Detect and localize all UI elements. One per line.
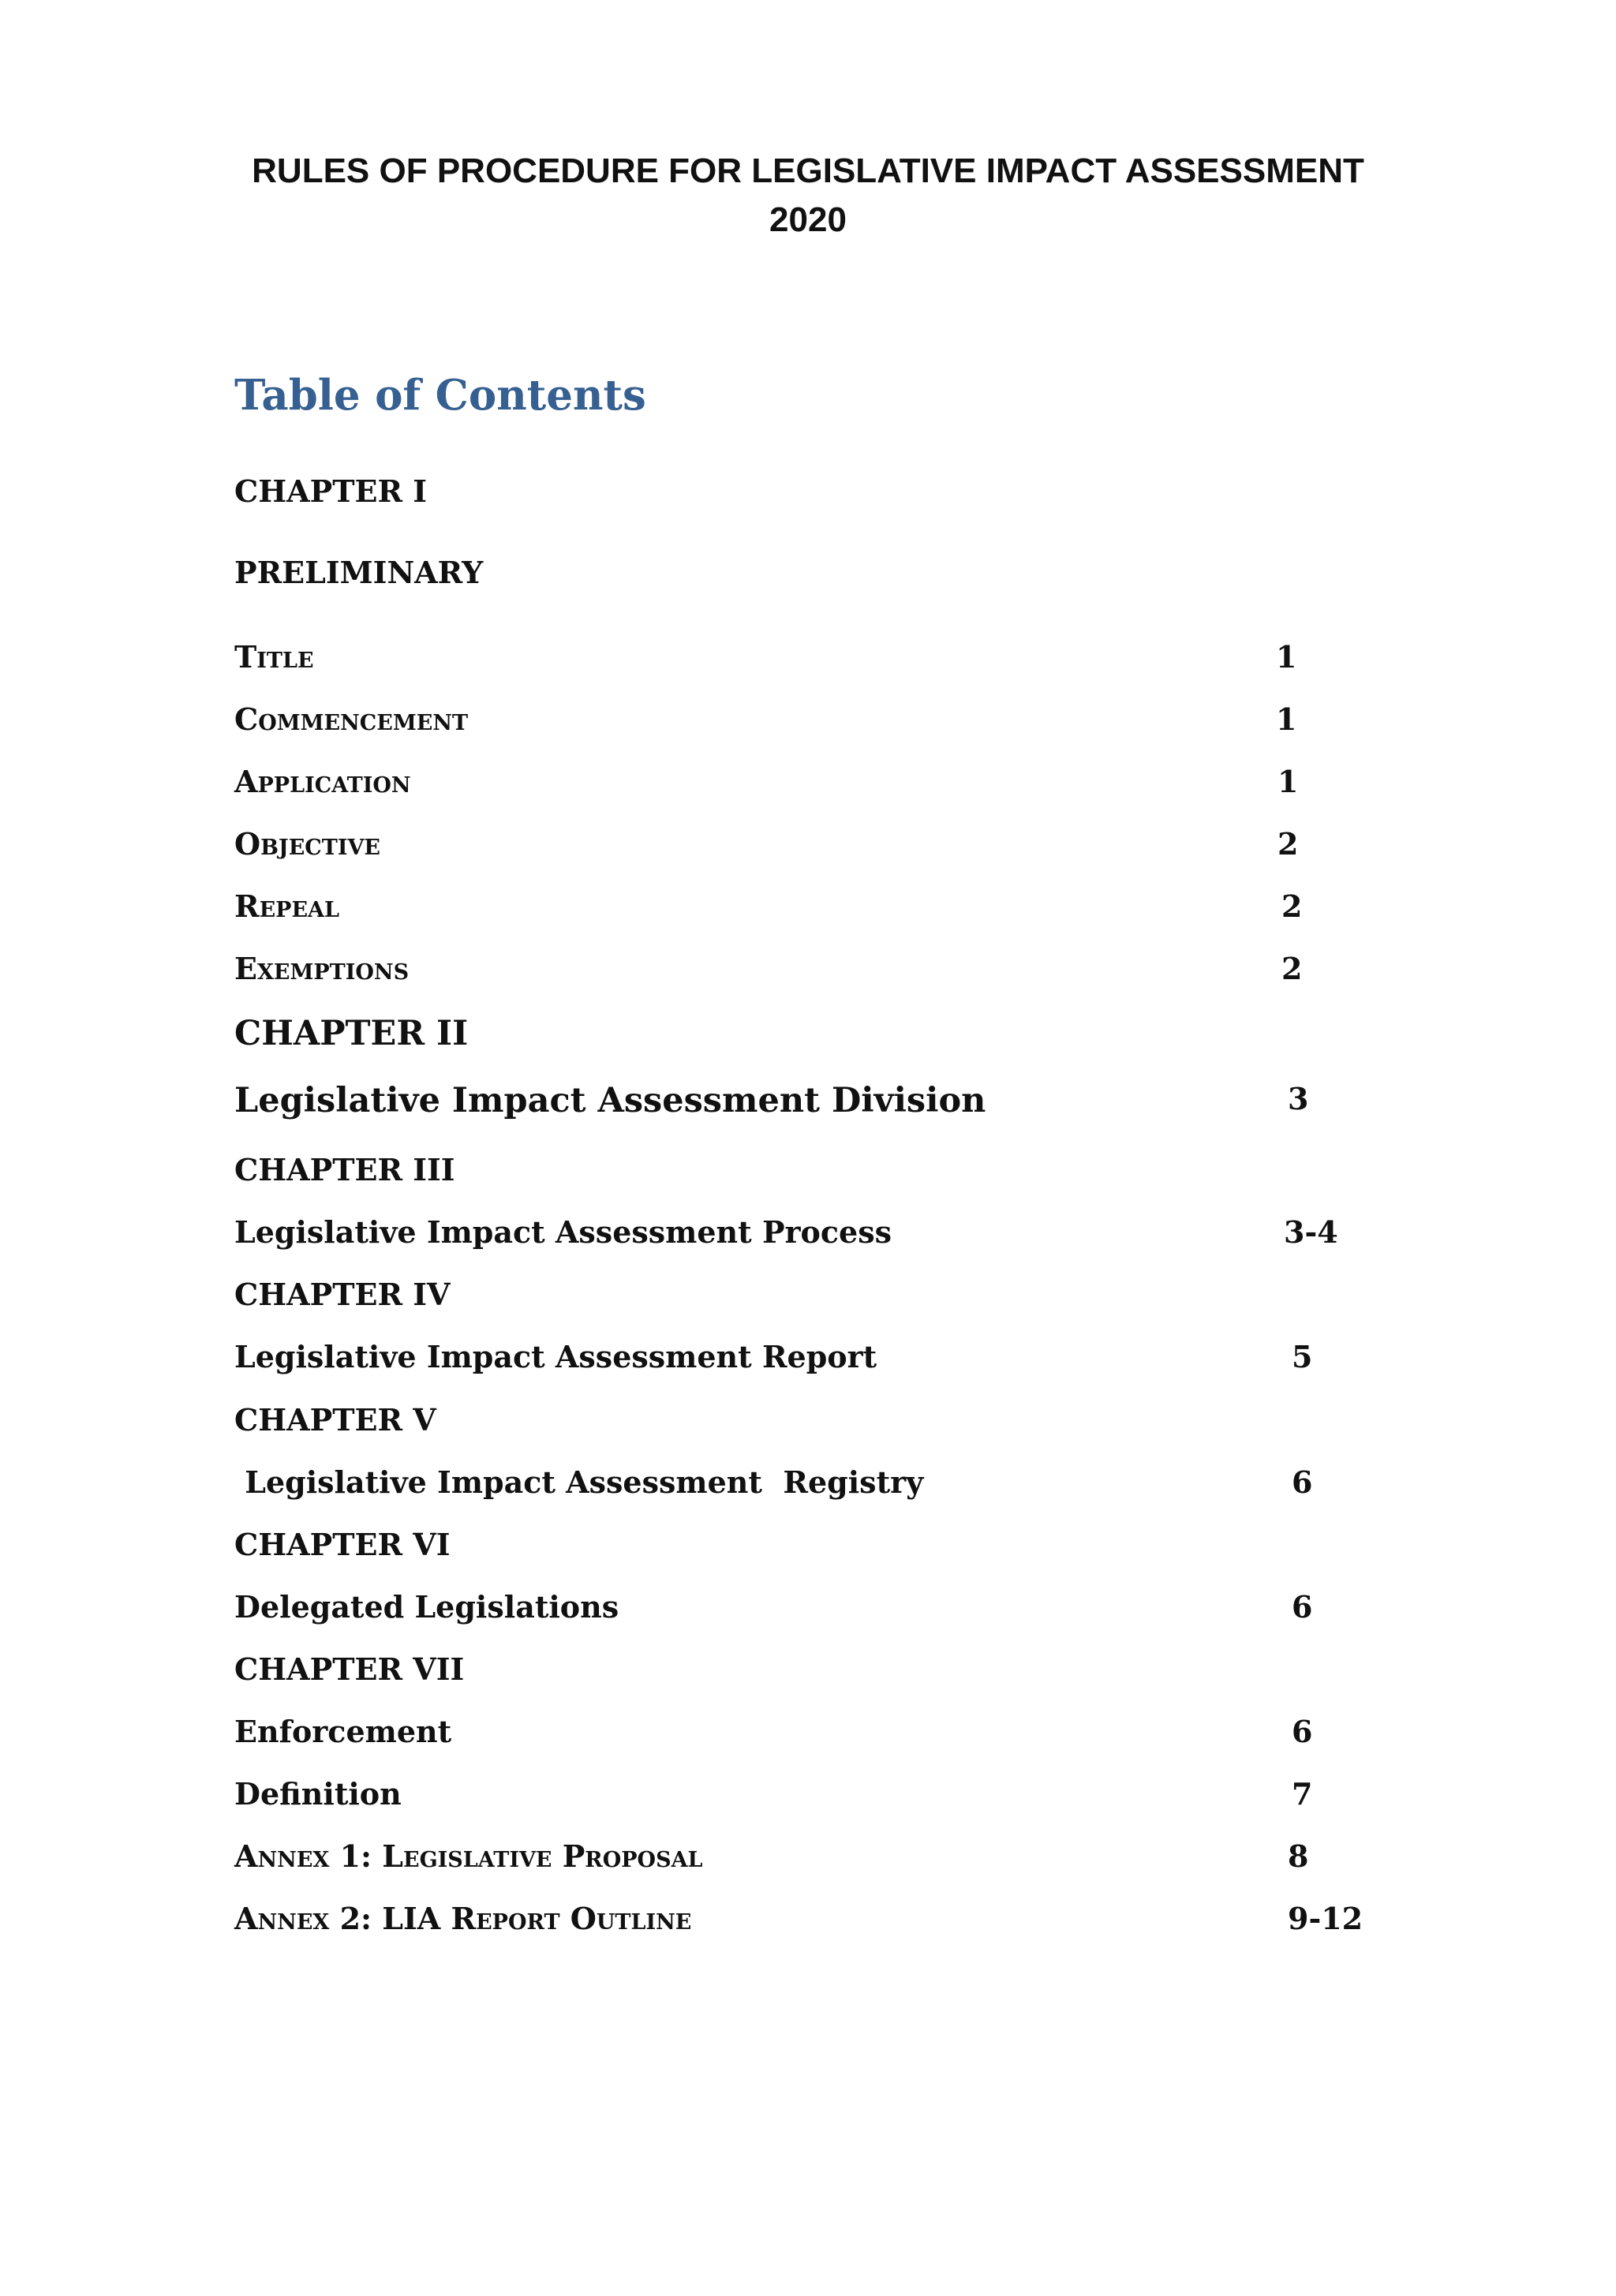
- entry-label: Definition: [234, 1776, 402, 1812]
- toc-entry-commencement[interactable]: [234, 701, 1402, 749]
- toc-entry-annex-2[interactable]: [234, 1901, 1402, 1948]
- toc-preliminary: [234, 555, 1402, 602]
- chapter-label: CHAPTER II: [234, 1014, 469, 1053]
- entry-label: Objective: [234, 826, 381, 862]
- toc-chapter-1: [234, 473, 1402, 521]
- document-title-line-2: 2020: [769, 200, 847, 239]
- chapter-label: CHAPTER V: [234, 1402, 436, 1438]
- entry-page: 3: [1288, 1081, 1309, 1116]
- toc-entry-application[interactable]: [234, 764, 1402, 811]
- toc-entry-process[interactable]: [234, 1214, 1402, 1262]
- document-title: [0, 147, 1616, 245]
- entry-label: Legislative Impact Assessment Registry: [234, 1464, 924, 1500]
- toc-entry-enforcement[interactable]: [234, 1714, 1402, 1761]
- entry-page: 6: [1292, 1464, 1313, 1500]
- chapter-label: CHAPTER I: [234, 473, 428, 509]
- entry-label: Annex 1: Legislative Proposal: [234, 1838, 703, 1874]
- entry-page: 1: [1276, 701, 1297, 737]
- toc-chapter-7: [234, 1651, 1402, 1699]
- entry-label: Title: [234, 639, 314, 675]
- toc-entry-definition[interactable]: [234, 1776, 1402, 1823]
- chapter-label: CHAPTER IV: [234, 1277, 451, 1312]
- entry-page: 6: [1292, 1714, 1313, 1749]
- entry-label: Commencement: [234, 701, 469, 737]
- entry-page: 3-4: [1284, 1214, 1338, 1250]
- entry-page: 8: [1288, 1838, 1309, 1874]
- toc-entry-objective[interactable]: [234, 826, 1402, 873]
- entry-label: Delegated Legislations: [234, 1589, 619, 1625]
- entry-label: Enforcement: [234, 1714, 452, 1749]
- entry-page: 2: [1277, 826, 1299, 862]
- toc-entry-report[interactable]: [234, 1339, 1402, 1386]
- toc-heading: Table of Contents: [234, 371, 646, 420]
- section-label: PRELIMINARY: [234, 555, 484, 590]
- toc-entry-registry[interactable]: [234, 1464, 1402, 1512]
- chapter-label: CHAPTER VI: [234, 1527, 451, 1562]
- toc-entry-title[interactable]: [234, 639, 1402, 686]
- toc-chapter-5: [234, 1402, 1402, 1449]
- entry-label: Annex 2: LIA Report Outline: [234, 1901, 692, 1936]
- entry-page: 9-12: [1288, 1901, 1364, 1936]
- toc-entry-delegated[interactable]: [234, 1589, 1402, 1636]
- entry-page: 1: [1276, 639, 1297, 675]
- document-title-line-1: RULES OF PROCEDURE FOR LEGISLATIVE IMPACT ASSESSMENT: [252, 151, 1364, 190]
- entry-page: 2: [1281, 888, 1303, 924]
- toc-entry-repeal[interactable]: [234, 888, 1402, 936]
- entry-label: Repeal: [234, 888, 339, 924]
- entry-label: Exemptions: [234, 951, 410, 986]
- entry-page: 5: [1292, 1339, 1313, 1374]
- entry-page: 2: [1281, 951, 1303, 986]
- toc-entry-exemptions[interactable]: [234, 951, 1402, 998]
- entry-label: Legislative Impact Assessment Process: [234, 1214, 892, 1250]
- toc-chapter-4: [234, 1277, 1402, 1324]
- entry-label: Legislative Impact Assessment Report: [234, 1339, 877, 1374]
- entry-label: Legislative Impact Assessment Division: [234, 1081, 986, 1120]
- toc-entry-division[interactable]: [234, 1081, 1402, 1128]
- chapter-label: CHAPTER VII: [234, 1651, 465, 1687]
- chapter-label: CHAPTER III: [234, 1152, 455, 1187]
- toc-chapter-6: [234, 1527, 1402, 1574]
- entry-page: 6: [1292, 1589, 1313, 1625]
- toc-chapter-3: [234, 1152, 1402, 1199]
- entry-label: Application: [234, 764, 411, 799]
- toc-chapter-2: [234, 1014, 1402, 1061]
- entry-page: 1: [1277, 764, 1299, 799]
- toc-entry-annex-1[interactable]: [234, 1838, 1402, 1886]
- entry-page: 7: [1292, 1776, 1313, 1812]
